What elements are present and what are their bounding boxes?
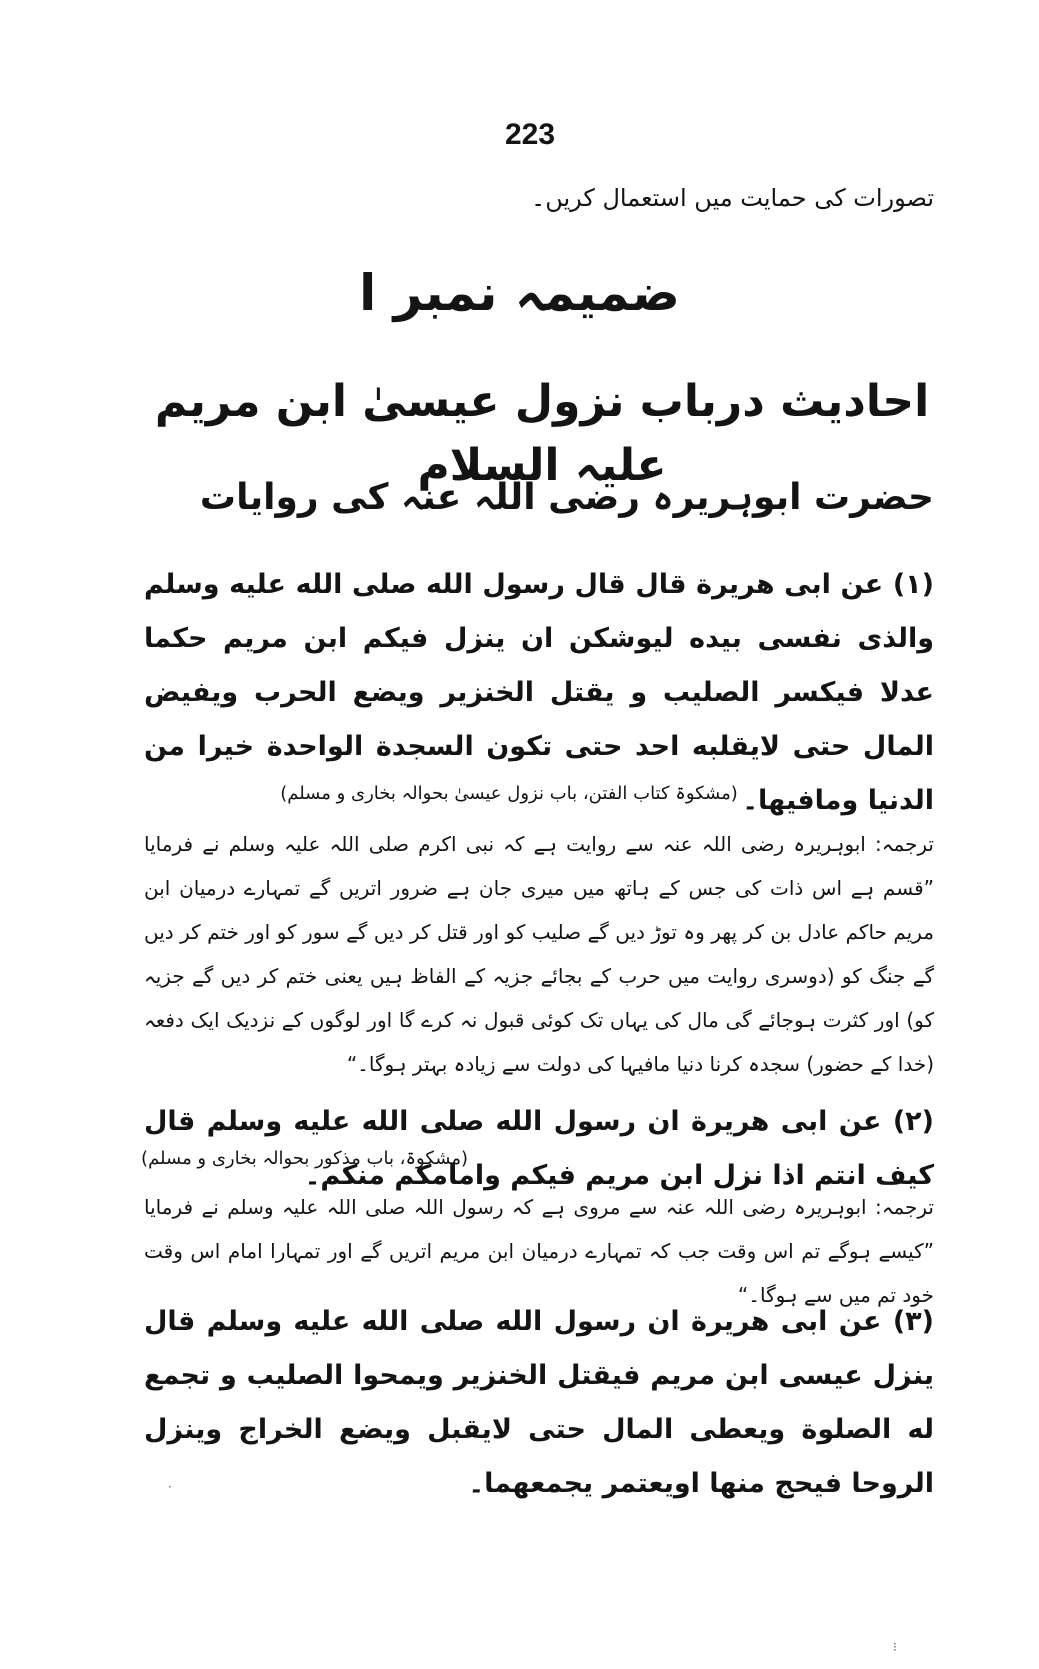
intro-line: تصورات کی حمایت میں استعمال کریں۔ [531, 184, 934, 212]
hadith-2-arabic: (۲) عن ابی هريرة ان رسول الله صلی الله علیه وسلم قال کیف انتم اذا نزل ابن مریم فیکم وامامکم منکم۔ [144, 1106, 934, 1191]
main-heading: احادیث درباب نزول عیسیٰ ابن مریم علیہ السلام [154, 376, 930, 491]
page-number: 223 [504, 118, 556, 151]
hadith-1-translation: ترجمہ: ابوہریرہ رضی اللہ عنہ سے روایت ہے کہ نبی اکرم صلی اللہ علیہ وسلم نے فرمایا ”قسم ہے اس ذات کی جس کے ہاتھ میں میری جان ہے ضرور اتریں گے تمہارے درمیان ابن مریم حاکم عادل بن کر پھر وہ توڑ دیں گے صلیب کو اور قتل کر دیں گے سور کو اور ختم کر دیں گے جنگ کو (دوسری روایت میں حرب کے بجائے جزیہ کے الفاظ ہیں یعنی ختم کر دیں گے جزیہ کو) اور کثرت ہوجائے گی مال کی یہاں تک کوئی قبول نہ کرے گا اور لوگوں کے نزدیک ایک دفعہ (خدا کے حضور) سجدہ کرنا دنیا مافیہا کی دولت سے زیادہ بہتر ہوگا۔“ [144, 832, 934, 1076]
appendix-title: ضمیمہ نمبر ا [359, 264, 680, 322]
hadith-3-arabic: (۳) عن ابی هريرة ان رسول الله صلی الله علیه وسلم قال ینزل عیسی ابن مریم فیقتل الخنزیر ویمحوا الصلیب و تجمع له الصلوة ویعطی المال حتی لایقبل ویضع الخراج وینزل الروحا فیحج منها اویعتمر یجمعهما۔ [144, 1306, 934, 1499]
hadith-1-arabic: (۱) عن ابی هريرة قال قال رسول الله صلی الله علیه وسلم والذی نفسی بیده لیوشکن ان ینزل فیکم ابن مریم حکما عدلا فیکسر الصلیب و یقتل الخنزیر ویضع الحرب ویفیض المال حتی لایقلبه احد حتی تکون السجدة الواحدة خیرا من الدنیا ومافیها۔ [144, 569, 934, 816]
scan-speck: ⁝ [893, 1640, 897, 1654]
hadith-2-translation: ترجمہ: ابوہریرہ رضی اللہ عنہ سے مروی ہے کہ رسول اللہ صلی اللہ علیہ وسلم نے فرمایا ”کیسے ہوگے تم اس وقت جب کہ تمہارے درمیان ابن مریم اتریں گے اور تمہارا امام اس وقت خود تم میں سے ہوگا۔“ [144, 1195, 934, 1307]
scan-speck: · [168, 1480, 172, 1494]
hadith-1-reference: (مشکوۃ کتاب الفتن، باب نزول عیسیٰ بحوالہ بخاری و مسلم) [280, 783, 738, 804]
hadith-2-reference: (مشکوۃ، باب مذکور بحوالہ بخاری و مسلم) [141, 1148, 468, 1169]
sub-heading: حضرت ابوہریرہ رضی اللہ عنہ کی روایات [199, 477, 934, 518]
